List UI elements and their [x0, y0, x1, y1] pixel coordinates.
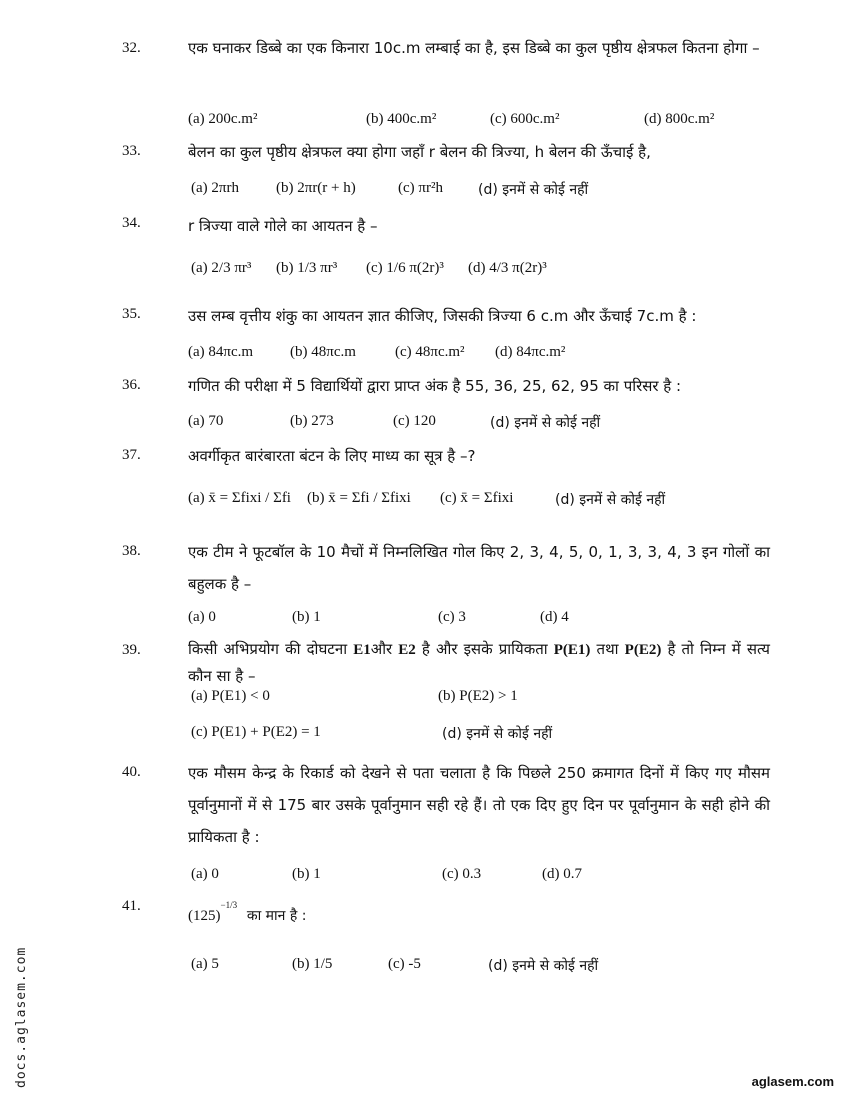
brand-link[interactable]: aglasem.com: [751, 1074, 834, 1089]
question-text: एक टीम ने फूटबॉल के 10 मैचों में निम्नलिखित गोल किए 2, 3, 4, 5, 0, 1, 3, 3, 4, 3 इन गोलों का बहुलक है –: [188, 543, 770, 593]
question-number: 36.: [122, 377, 141, 393]
option-b: (b) 1: [292, 609, 321, 625]
option-c: (c) 1/6 π(2r)³: [366, 260, 444, 276]
option-d: (d) 800c.m²: [644, 111, 715, 127]
option-d: (d) इनमे से कोई नहीं: [488, 958, 599, 974]
option-b: (b) 1/3 πr³: [276, 260, 338, 276]
option-d: (d) 84πc.m²: [495, 344, 566, 360]
option-b: (b) 273: [290, 413, 334, 429]
option-d: (d) 4: [540, 609, 569, 625]
question-number: 41.: [122, 898, 141, 914]
option-c: (c) x̄ = Σfixi: [440, 490, 514, 506]
question-number: 33.: [122, 143, 141, 159]
question-text: का मान है :: [246, 908, 307, 924]
option-d: (d) इनमें से कोई नहीं: [442, 726, 553, 742]
option-a: (a) 0: [188, 609, 216, 625]
option-b: (b) x̄ = Σfi / Σfixi: [307, 490, 411, 506]
option-c: (c) P(E1) + P(E2) = 1: [191, 724, 321, 740]
option-a: (a) 70: [188, 413, 224, 429]
option-b: (b) 1/5: [292, 956, 333, 972]
option-b: (b) 48πc.m: [290, 344, 356, 360]
question-text: किसी अभिप्रयोग की दोघटना E1और E2 है और इसके प्रायिकता P(E1) तथा P(E2) है तो निम्न में सत्य कौन सा है –: [188, 640, 771, 685]
question-number: 39.: [122, 642, 141, 658]
question-number: 32.: [122, 40, 141, 56]
question-text: एक घनाकर डिब्बे का एक किनारा 10c.m लम्बाई का है, इस डिब्बे का कुल पृष्ठीय क्षेत्रफल कितना होगा –: [188, 39, 760, 57]
option-a: (a) 200c.m²: [188, 111, 258, 127]
expression-base: (125): [188, 908, 221, 924]
option-a: (a) 2πrh: [191, 180, 239, 196]
option-d: (d) 0.7: [542, 866, 582, 882]
option-a: (a) P(E1) < 0: [191, 688, 270, 704]
question-text: अवर्गीकृत बारंबारता बंटन के लिए माध्य का सूत्र है –?: [188, 447, 476, 465]
option-a: (a) 5: [191, 956, 219, 972]
option-d: (d) इनमें से कोई नहीं: [555, 492, 666, 508]
option-c: (c) -5: [388, 956, 421, 972]
option-c: (c) 0.3: [442, 866, 482, 882]
event-e2: E2: [398, 642, 416, 658]
question-text: r त्रिज्या वाले गोले का आयतन है –: [188, 217, 378, 235]
option-a: (a) x̄ = Σfixi / Σfi: [188, 490, 291, 506]
question-number: 35.: [122, 306, 141, 322]
option-c: (c) 120: [393, 413, 436, 429]
option-b: (b) 400c.m²: [366, 111, 437, 127]
option-b: (b) 2πr(r + h): [276, 180, 356, 196]
event-e1: E1: [353, 642, 371, 658]
question-text: एक मौसम केन्द्र के रिकार्ड को देखने से पता चलाता है कि पिछले 250 क्रमागत दिनों में किए गए मौसम पूर्वानुमानों में से 175 बार उसके पूर्वानुमान सही रहे हैं। तो एक दिए हुए दिन पर पूर्वानुमान के सही होने की प्रायिकता है :: [188, 764, 770, 846]
option-b: (b) P(E2) > 1: [438, 688, 518, 704]
prob-e2: P(E2): [624, 642, 662, 658]
option-d: (d) 4/3 π(2r)³: [468, 260, 547, 276]
option-b: (b) 1: [292, 866, 321, 882]
question-number: 34.: [122, 215, 141, 231]
option-c: (c) 3: [438, 609, 466, 625]
watermark-url: docs.aglasem.com: [14, 946, 29, 1088]
option-d: (d) इनमें से कोई नहीं: [490, 415, 601, 431]
option-a: (a) 84πc.m: [188, 344, 254, 360]
option-c: (c) 48πc.m²: [395, 344, 465, 360]
expression: [188, 900, 307, 925]
option-c: (c) 600c.m²: [490, 111, 560, 127]
question-text: उस लम्ब वृत्तीय शंकु का आयतन ज्ञात कीजिए, जिसकी त्रिज्या 6 c.m और ऊँचाई 7c.m है :: [188, 307, 697, 325]
question-number: 37.: [122, 447, 141, 463]
prob-e1: P(E1): [553, 642, 591, 658]
option-d: (d) इनमें से कोई नहीं: [478, 182, 589, 198]
question-text: बेलन का कुल पृष्ठीय क्षेत्रफल क्या होगा जहाँ r बेलन की त्रिज्या, h बेलन की ऊँचाई है,: [188, 143, 651, 161]
option-a: (a) 2/3 πr³: [191, 260, 252, 276]
question-number: 40.: [122, 764, 141, 780]
question-number: 38.: [122, 543, 141, 559]
option-a: (a) 0: [191, 866, 219, 882]
expression-exponent: −1/3: [220, 900, 238, 910]
option-c: (c) πr²h: [398, 180, 443, 196]
question-text: गणित की परीक्षा में 5 विद्यार्थियों द्वारा प्राप्त अंक है 55, 36, 25, 62, 95 का परिसर है :: [188, 377, 682, 395]
